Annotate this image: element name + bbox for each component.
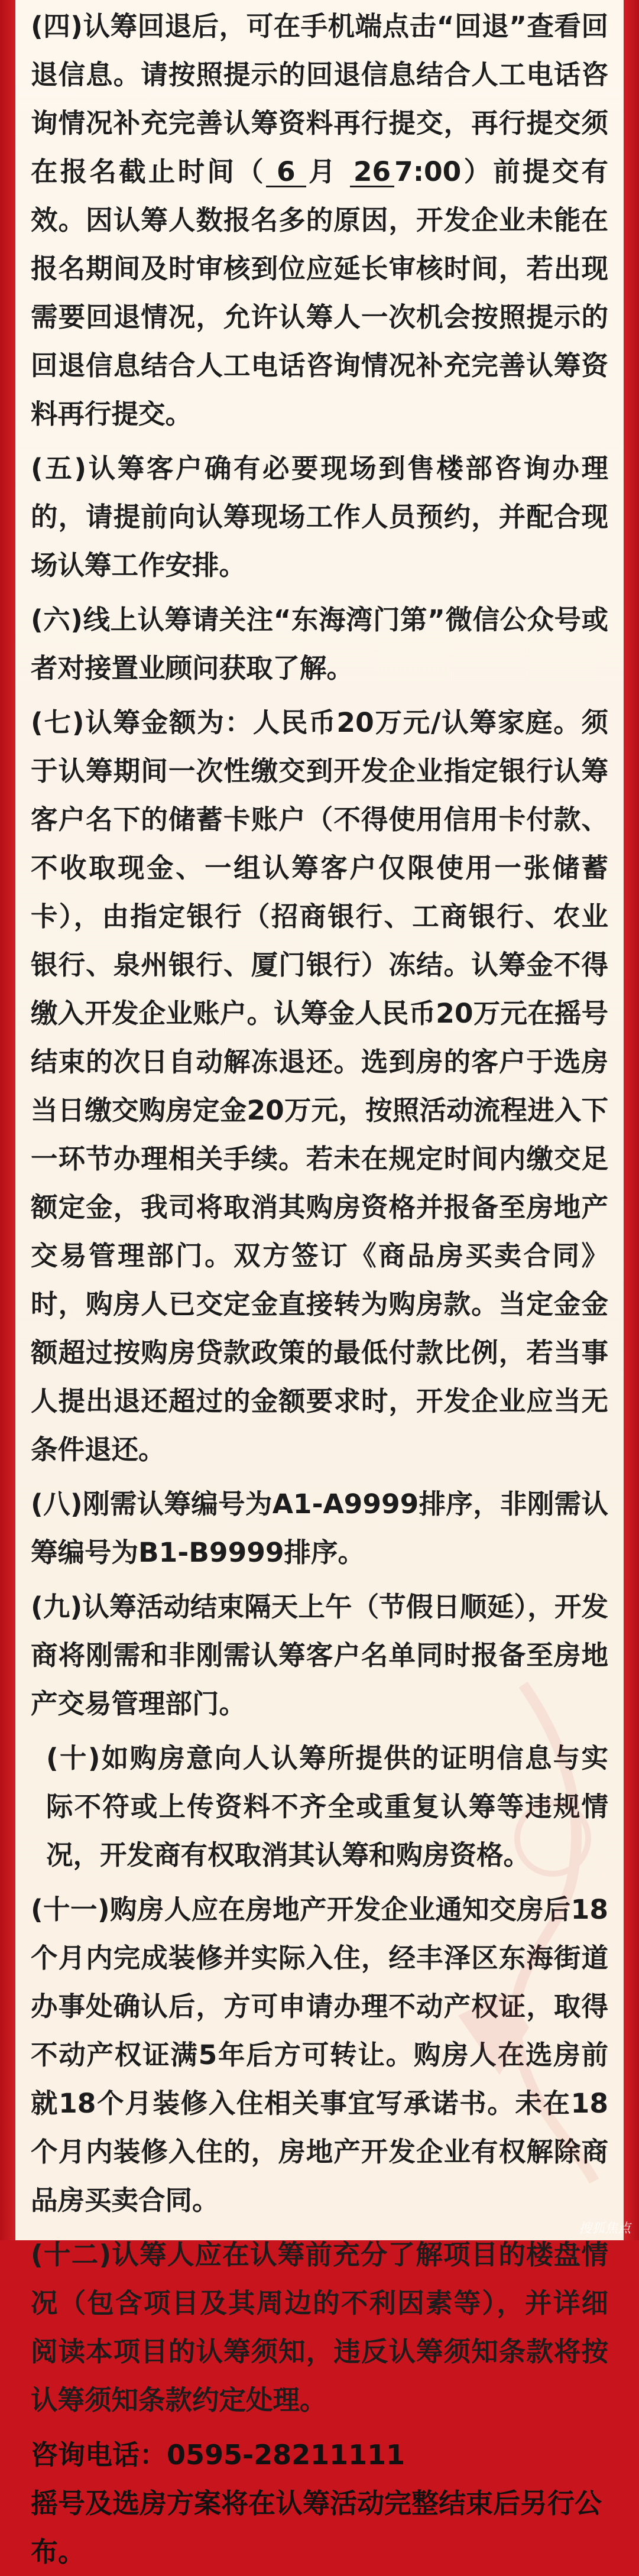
deadline-day: 26: [350, 158, 394, 187]
contact-phone: 咨询电话：0595-28211111: [31, 2439, 406, 2471]
clause-4-text-a: (四)认筹回退后，可在手机端点击“回退”查看回退信息。请按照提示的回退信息结合人工电话咨询情况补充完善认筹资料再行提交，再行提交须在报名截止时间（: [31, 11, 608, 187]
clause-9: (九)认筹活动结束隔天上午（节假日顺延），开发商将刚需和非刚需认筹客户名单同时报备至房地产交易管理部门。: [31, 1591, 608, 1720]
clause-7: (七)认筹金额为：人民币20万元/认筹家庭。须于认筹期间一次性缴交到开发企业指定银行认筹客户名下的储蓄卡账户（不得使用信用卡付款、不收取现金、一组认筹客户仅限使用一张储蓄卡），由指定银行（招商银行、工商银行、农业银行、泉州银行、厦门银行）冻结。认筹金不得缴入开发企业账户。认筹金人民币20万元在摇号结束的次日自动解冻退还。选到房的客户于选房当日缴交购房定金20万元，按照活动流程进入下一环节办理相关手续。若未在规定时间内缴交足额定金，我司将取消其购房资格并报备至房地产交易管理部门。双方签订《商品房买卖合同》时，购房人已交定金直接转为购房款。当定金金额超过按购房贷款政策的最低付款比例，若当事人提出退还超过的金额要求时，开发企业应当无条件退还。: [31, 707, 608, 1465]
source-logo: 搜狐焦点: [578, 2221, 631, 2236]
clause-11: (十一)购房人应在房地产开发企业通知交房后18个月内完成装修并实际入住，经丰泽区东海街道办事处确认后，方可申请办理不动产权证，取得不动产权证满5年后方可转让。购房人在选房前就18个月装修入住相关事宜写承诺书。未在18个月内装修入住的，房地产开发企业有权解除商品房买卖合同。: [31, 1894, 608, 2216]
clause-4-text-b: 7:00）前提交有效。因认筹人数报名多的原因，开发企业未能在报名期间及时审核到位应延长审核时间，若出现需要回退情况，允许认筹人一次机会按照提示的回退信息结合人工电话咨询情况补充完善认筹资料再行提交。: [31, 156, 608, 430]
clause-10: (十)如购房意向人认筹所提供的证明信息与实际不符或上传资料不齐全或重复认筹等违规情况，开发商有权取消其认筹和购房资格。: [46, 1743, 608, 1871]
notice-panel: [15, 0, 624, 2568]
clause-5: (五)认筹客户确有必要现场到售楼部咨询办理的，请提前向认筹现场工作人员预约，并配合现场认筹工作安排。: [31, 453, 608, 581]
clause-6: (六)线上认筹请关注“东海湾门第”微信公众号或者对接置业顾问获取了解。: [31, 604, 608, 684]
clause-12: (十二)认筹人应在认筹前充分了解项目的楼盘情况（包含项目及其周边的不利因素等），并详细阅读本项目的认筹须知，违反认筹须知条款将按认筹须知条款约定处理。: [31, 2239, 608, 2416]
clause-4: [31, 2, 608, 439]
announcement-note: 摇号及选房方案将在认筹活动完整结束后另行公布。: [31, 2487, 602, 2568]
decorative-watermark: [434, 1661, 612, 2193]
deadline-month-unit: 月: [306, 156, 338, 187]
deadline-month: 6: [266, 158, 306, 187]
clause-8: (八)刚需认筹编号为A1-A9999排序，非刚需认筹编号为B1-B9999排序。: [31, 1488, 608, 1568]
